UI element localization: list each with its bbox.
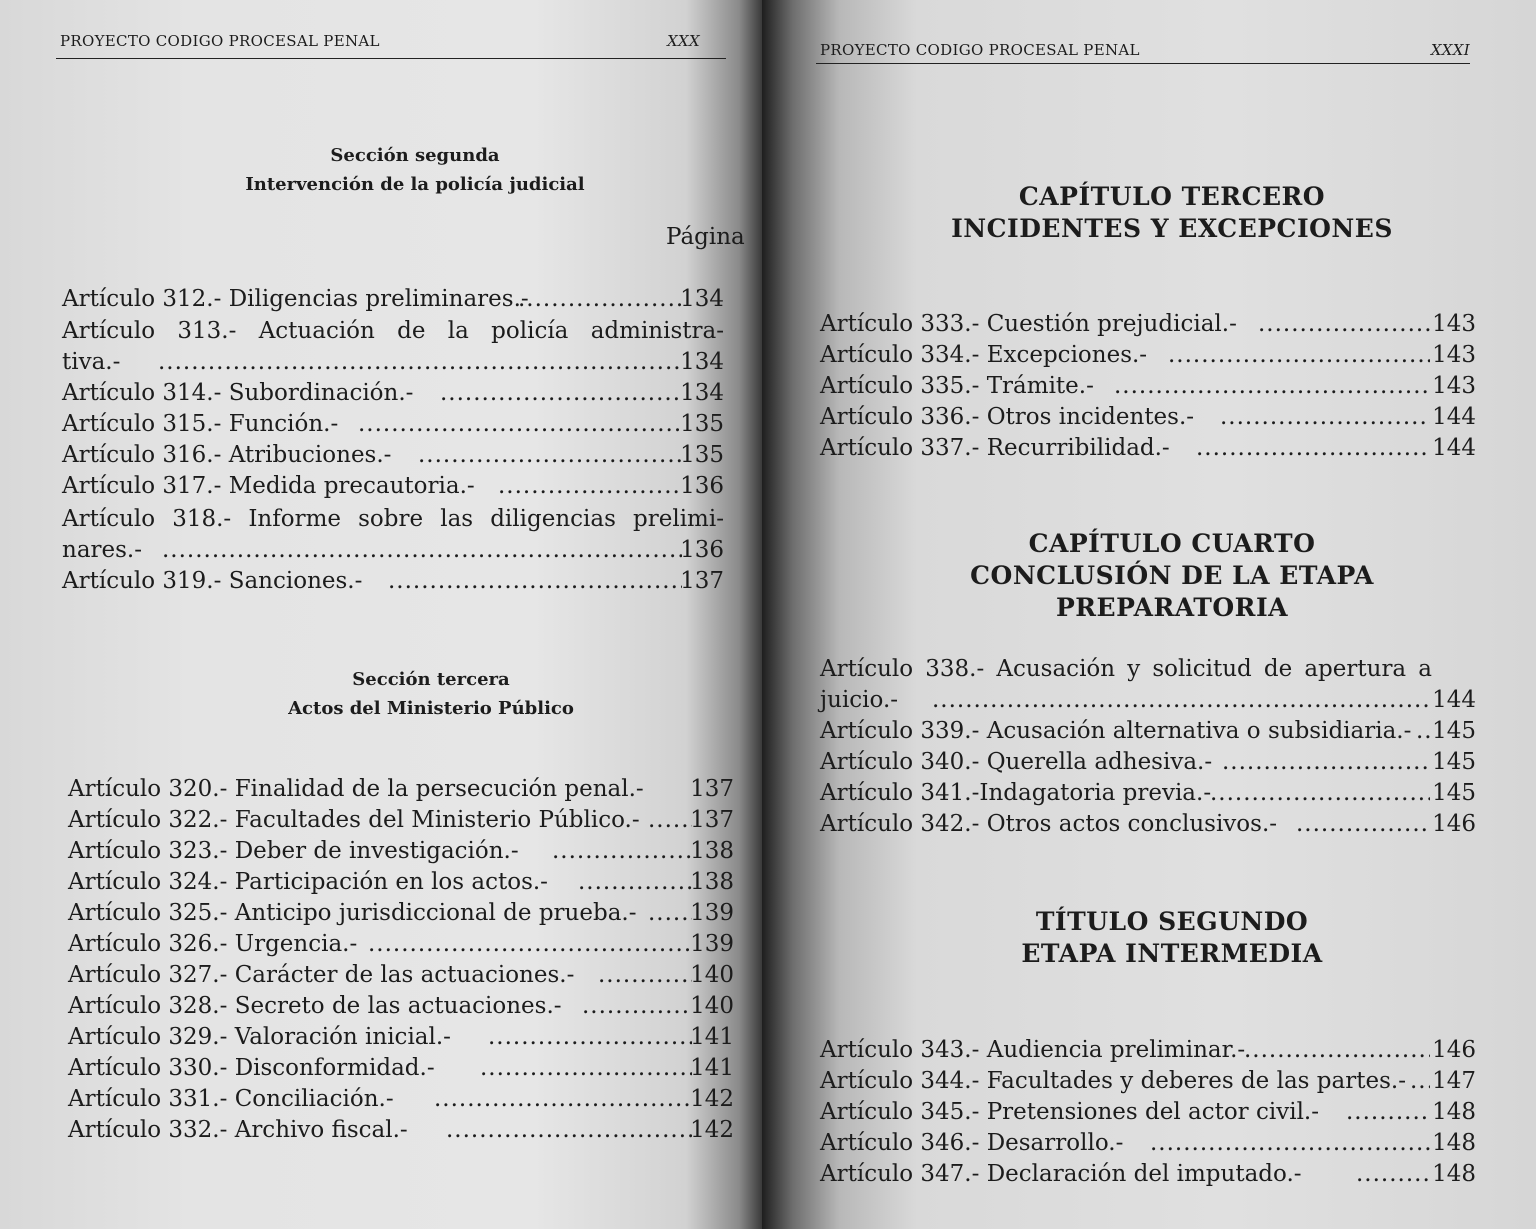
section-3-subtitle: Actos del Ministerio Público	[288, 698, 574, 719]
toc-entry-312	[62, 284, 724, 315]
entry-label: Artículo 319.- Sanciones.-	[62, 568, 363, 594]
leader-dots	[1346, 1097, 1430, 1128]
entry-label: Artículo 322.- Facultades del Ministerio Público.-	[68, 807, 640, 833]
left-header-title: PROYECTO CODIGO PROCESAL PENAL	[60, 32, 380, 50]
toc-entry-328	[68, 991, 734, 1022]
toc-entry-317	[62, 471, 724, 502]
entry-label: Artículo 328.- Secreto de las actuaciones.-	[68, 993, 562, 1019]
toc-entry-318-cont	[62, 535, 724, 566]
entry-page: 144	[1432, 687, 1476, 713]
leader-dots	[518, 284, 682, 315]
toc-entry-332	[68, 1115, 734, 1146]
toc-entry-315	[62, 409, 724, 440]
entry-page: 135	[680, 411, 724, 437]
right-header-rule	[816, 63, 1470, 64]
entry-page: 138	[690, 869, 734, 895]
entry-page: 143	[1432, 311, 1476, 337]
chapter-3-line1: CAPÍTULO TERCERO	[1018, 182, 1326, 211]
entry-label: Artículo 314.- Subordinación.-	[62, 380, 414, 406]
entry-label: Artículo 318.- Informe sobre las diligencias prelimi-	[62, 506, 724, 532]
toc-entry-345	[820, 1097, 1476, 1128]
leader-dots	[358, 409, 682, 440]
leader-dots	[446, 1115, 692, 1146]
left-header-page-number: XXX	[667, 32, 700, 50]
entry-label: Artículo 316.- Atribuciones.-	[62, 442, 392, 468]
entry-label: Artículo 347.- Declaración del imputado.-	[820, 1161, 1302, 1187]
column-label-pagina: Página	[666, 224, 745, 250]
entry-page: 139	[690, 900, 734, 926]
entry-page: 146	[1432, 1037, 1476, 1063]
entry-page: 140	[690, 962, 734, 988]
leader-dots	[388, 566, 682, 597]
chapter-4-line2: CONCLUSIÓN DE LA ETAPA PREPARATORIA	[970, 561, 1374, 622]
chapter-3-line2: INCIDENTES Y EXCEPCIONES	[951, 214, 1393, 243]
toc-entry-338	[820, 654, 1432, 685]
toc-entry-320	[68, 774, 734, 805]
section-2-title: Sección segunda	[330, 145, 500, 166]
entry-page: 136	[680, 473, 724, 499]
leader-dots	[1168, 340, 1430, 371]
entry-page: 137	[690, 807, 734, 833]
entry-label: Artículo 326.- Urgencia.-	[68, 931, 358, 957]
entry-page: 143	[1432, 373, 1476, 399]
toc-entry-335	[820, 371, 1476, 402]
entry-label: Artículo 346.- Desarrollo.-	[820, 1130, 1124, 1156]
entry-label: Artículo 324.- Participación en los actos.-	[68, 869, 548, 895]
entry-page: 136	[680, 537, 724, 563]
entry-continuation: nares.-	[62, 537, 143, 563]
leader-dots	[1258, 309, 1430, 340]
entry-page: 148	[1432, 1161, 1476, 1187]
left-header-rule	[56, 58, 726, 59]
leader-dots	[1150, 1128, 1430, 1159]
entry-label: Artículo 327.- Carácter de las actuaciones.-	[68, 962, 575, 988]
toc-chapter-3	[820, 309, 1476, 469]
entry-page: 148	[1432, 1130, 1476, 1156]
entry-continuation: tiva.-	[62, 349, 121, 375]
leader-dots	[368, 929, 692, 960]
leader-dots	[434, 1084, 692, 1115]
entry-label: Artículo 323.- Deber de investigación.-	[68, 838, 519, 864]
leader-dots	[1222, 747, 1430, 778]
toc-entry-327	[68, 960, 734, 991]
toc-entry-322	[68, 805, 734, 836]
entry-label: Artículo 342.- Otros actos conclusivos.-	[820, 811, 1278, 837]
leader-dots	[1410, 1066, 1430, 1097]
toc-section-3	[68, 774, 734, 1154]
leader-dots	[158, 347, 682, 378]
entry-label: Artículo 325.- Anticipo jurisdiccional de prueba.-	[68, 900, 637, 926]
toc-section-2	[62, 284, 724, 604]
section-3-heading	[196, 665, 666, 723]
entry-label: Artículo 343.- Audiencia preliminar.-	[820, 1037, 1246, 1063]
entry-label: Artículo 334.- Excepciones.-	[820, 342, 1148, 368]
entry-label: Artículo 313.- Actuación de la policía administra-	[62, 318, 724, 344]
toc-chapter-4	[820, 654, 1476, 844]
leader-dots	[1416, 716, 1430, 747]
toc-title-2	[820, 1035, 1476, 1195]
leader-dots	[1220, 402, 1430, 433]
entry-page: 148	[1432, 1099, 1476, 1125]
leader-dots	[648, 805, 692, 836]
leader-dots	[418, 440, 682, 471]
entry-label: Artículo 345.- Pretensiones del actor civil.-	[820, 1099, 1320, 1125]
leader-dots	[582, 991, 692, 1022]
entry-label: Artículo 338.- Acusación y solicitud de apertura a	[820, 656, 1432, 682]
entry-label: Artículo 341.-Indagatoria previa.-	[820, 780, 1212, 806]
leader-dots	[498, 471, 682, 502]
leader-dots	[480, 1053, 692, 1084]
entry-page: 144	[1432, 435, 1476, 461]
entry-page: 146	[1432, 811, 1476, 837]
toc-entry-342	[820, 809, 1476, 840]
toc-entry-336	[820, 402, 1476, 433]
right-header	[820, 41, 1470, 65]
leader-dots	[552, 836, 692, 867]
toc-entry-319	[62, 566, 724, 597]
leader-dots	[1296, 809, 1430, 840]
entry-label: Artículo 336.- Otros incidentes.-	[820, 404, 1195, 430]
toc-entry-324	[68, 867, 734, 898]
right-page	[762, 0, 1536, 1229]
section-3-title: Sección tercera	[352, 669, 510, 690]
toc-entry-325	[68, 898, 734, 929]
entry-page: 147	[1432, 1068, 1476, 1094]
entry-label: Artículo 329.- Valoración inicial.-	[68, 1024, 451, 1050]
entry-label: Artículo 312.- Diligencias preliminares.-	[62, 286, 529, 312]
toc-entry-337	[820, 433, 1476, 464]
entry-page: 135	[680, 442, 724, 468]
leader-dots	[488, 1022, 692, 1053]
entry-page: 141	[690, 1055, 734, 1081]
entry-label: Artículo 315.- Función.-	[62, 411, 339, 437]
entry-label: Artículo 339.- Acusación alternativa o subsidiaria.-	[820, 718, 1412, 744]
entry-page: 142	[690, 1117, 734, 1143]
toc-entry-314	[62, 378, 724, 409]
leader-dots	[598, 960, 692, 991]
section-2-heading	[180, 141, 650, 199]
toc-entry-347	[820, 1159, 1476, 1190]
entry-label: Artículo 331.- Conciliación.-	[68, 1086, 394, 1112]
leader-dots	[1356, 1159, 1430, 1190]
toc-entry-326	[68, 929, 734, 960]
leader-dots	[1244, 1035, 1430, 1066]
right-header-title: PROYECTO CODIGO PROCESAL PENAL	[820, 41, 1140, 59]
chapter-4-line1: CAPÍTULO CUARTO	[1028, 529, 1316, 558]
left-page	[0, 0, 762, 1229]
toc-entry-318	[62, 504, 724, 535]
toc-entry-339	[820, 716, 1476, 747]
entry-label: Artículo 332.- Archivo fiscal.-	[68, 1117, 408, 1143]
toc-entry-344	[820, 1066, 1476, 1097]
chapter-4-heading	[862, 528, 1482, 624]
entry-label: Artículo 320.- Finalidad de la persecución penal.-	[68, 776, 644, 802]
entry-page: 142	[690, 1086, 734, 1112]
entry-label: Artículo 317.- Medida precautoria.-	[62, 473, 475, 499]
entry-page: 134	[680, 380, 724, 406]
toc-entry-313-cont	[62, 347, 724, 378]
entry-continuation: juicio.-	[820, 687, 899, 713]
entry-page: 144	[1432, 404, 1476, 430]
toc-entry-313	[62, 316, 724, 347]
toc-entry-330	[68, 1053, 734, 1084]
entry-page: 143	[1432, 342, 1476, 368]
leader-dots	[1114, 371, 1430, 402]
toc-entry-329	[68, 1022, 734, 1053]
toc-entry-338-cont	[820, 685, 1476, 716]
entry-page: 145	[1432, 780, 1476, 806]
leader-dots	[162, 535, 682, 566]
toc-entry-346	[820, 1128, 1476, 1159]
leader-dots	[1210, 778, 1430, 809]
entry-label: Artículo 340.- Querella adhesiva.-	[820, 749, 1213, 775]
entry-label: Artículo 333.- Cuestión prejudicial.-	[820, 311, 1237, 337]
leader-dots	[648, 898, 692, 929]
toc-entry-323	[68, 836, 734, 867]
entry-page: 137	[690, 776, 734, 802]
title-2-line1: TÍTULO SEGUNDO	[1035, 907, 1309, 936]
entry-page: 141	[690, 1024, 734, 1050]
title-2-heading	[912, 906, 1432, 970]
entry-page: 137	[680, 568, 724, 594]
leader-dots	[578, 867, 692, 898]
entry-page: 145	[1432, 718, 1476, 744]
section-2-subtitle: Intervención de la policía judicial	[245, 174, 585, 195]
entry-label: Artículo 335.- Trámite.-	[820, 373, 1094, 399]
toc-entry-341	[820, 778, 1476, 809]
entry-page: 145	[1432, 749, 1476, 775]
entry-page: 140	[690, 993, 734, 1019]
toc-entry-340	[820, 747, 1476, 778]
chapter-3-heading	[912, 181, 1432, 245]
right-header-page-number: XXXI	[1430, 41, 1470, 59]
toc-entry-334	[820, 340, 1476, 371]
entry-page: 134	[680, 349, 724, 375]
entry-label: Artículo 337.- Recurribilidad.-	[820, 435, 1170, 461]
toc-entry-316	[62, 440, 724, 471]
toc-entry-331	[68, 1084, 734, 1115]
leader-dots	[932, 685, 1430, 716]
toc-entry-343	[820, 1035, 1476, 1066]
entry-page: 138	[690, 838, 734, 864]
entry-page: 139	[690, 931, 734, 957]
entry-page: 134	[680, 286, 724, 312]
title-2-line2: ETAPA INTERMEDIA	[1021, 939, 1323, 968]
entry-label: Artículo 344.- Facultades y deberes de las partes.-	[820, 1068, 1406, 1094]
leader-dots	[1196, 433, 1430, 464]
leader-dots	[440, 378, 682, 409]
entry-label: Artículo 330.- Disconformidad.-	[68, 1055, 435, 1081]
left-header	[60, 32, 700, 56]
toc-entry-333	[820, 309, 1476, 340]
